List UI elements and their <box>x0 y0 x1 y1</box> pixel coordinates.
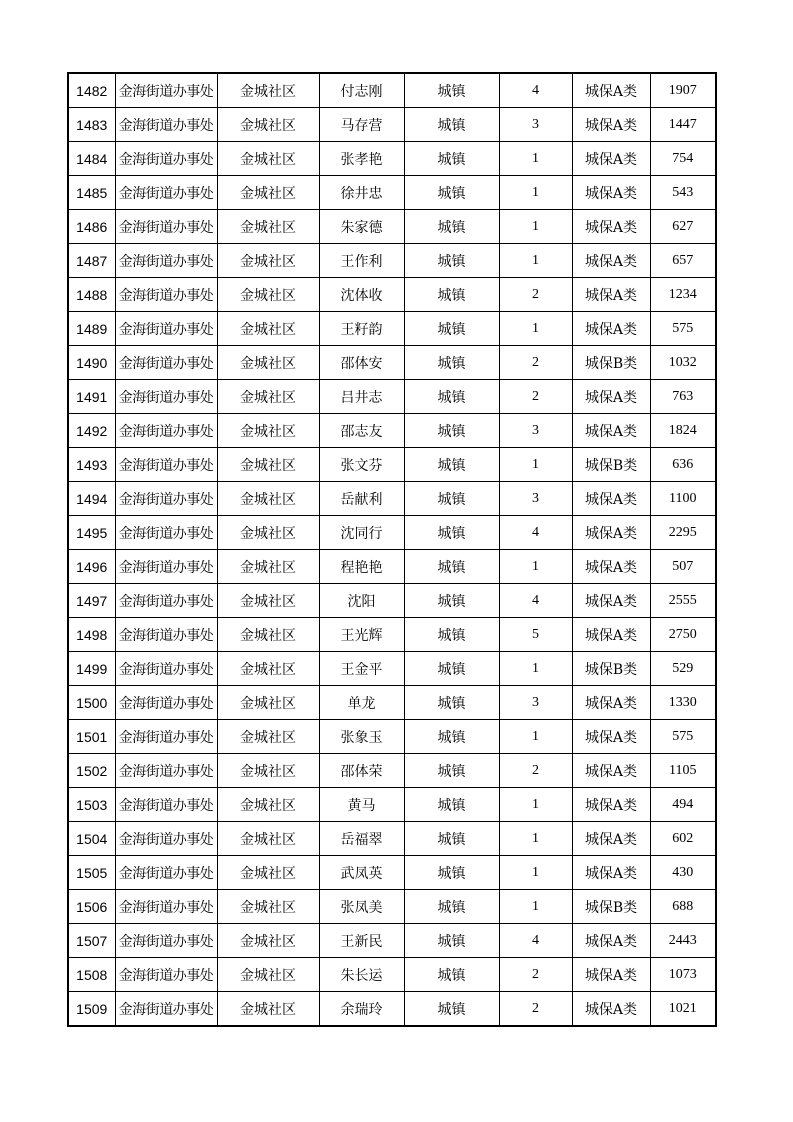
community-cell: 金城社区 <box>217 652 319 686</box>
household-count-cell: 1 <box>499 210 572 244</box>
household-count-cell: 4 <box>499 584 572 618</box>
household-count-cell: 4 <box>499 924 572 958</box>
amount-cell: 1824 <box>650 414 716 448</box>
office-cell: 金海街道办事处 <box>115 550 217 584</box>
row-number: 1496 <box>68 550 115 584</box>
row-number: 1489 <box>68 312 115 346</box>
table-row <box>68 176 716 210</box>
category-cell: 城保B类 <box>572 346 650 380</box>
office-cell: 金海街道办事处 <box>115 686 217 720</box>
office-cell: 金海街道办事处 <box>115 584 217 618</box>
community-cell: 金城社区 <box>217 414 319 448</box>
community-cell: 金城社区 <box>217 550 319 584</box>
row-number: 1488 <box>68 278 115 312</box>
area-type-cell: 城镇 <box>404 686 499 720</box>
area-type-cell: 城镇 <box>404 720 499 754</box>
office-cell: 金海街道办事处 <box>115 448 217 482</box>
table-row <box>68 856 716 890</box>
household-count-cell: 1 <box>499 176 572 210</box>
area-type-cell: 城镇 <box>404 924 499 958</box>
name-cell: 岳献利 <box>319 482 404 516</box>
office-cell: 金海街道办事处 <box>115 380 217 414</box>
amount-cell: 2555 <box>650 584 716 618</box>
name-cell: 王作利 <box>319 244 404 278</box>
amount-cell: 754 <box>650 142 716 176</box>
area-type-cell: 城镇 <box>404 652 499 686</box>
row-number: 1493 <box>68 448 115 482</box>
category-cell: 城保A类 <box>572 856 650 890</box>
table-row <box>68 992 716 1027</box>
household-count-cell: 3 <box>499 414 572 448</box>
name-cell: 徐井忠 <box>319 176 404 210</box>
category-cell: 城保A类 <box>572 414 650 448</box>
household-count-cell: 3 <box>499 108 572 142</box>
name-cell: 沈阳 <box>319 584 404 618</box>
community-cell: 金城社区 <box>217 210 319 244</box>
amount-cell: 529 <box>650 652 716 686</box>
row-number: 1508 <box>68 958 115 992</box>
category-cell: 城保A类 <box>572 244 650 278</box>
category-cell: 城保A类 <box>572 822 650 856</box>
category-cell: 城保A类 <box>572 754 650 788</box>
name-cell: 张象玉 <box>319 720 404 754</box>
community-cell: 金城社区 <box>217 142 319 176</box>
household-count-cell: 2 <box>499 278 572 312</box>
table-row <box>68 414 716 448</box>
amount-cell: 688 <box>650 890 716 924</box>
community-cell: 金城社区 <box>217 890 319 924</box>
office-cell: 金海街道办事处 <box>115 108 217 142</box>
table-row <box>68 278 716 312</box>
table-row <box>68 312 716 346</box>
category-cell: 城保A类 <box>572 992 650 1027</box>
household-count-cell: 2 <box>499 380 572 414</box>
area-type-cell: 城镇 <box>404 414 499 448</box>
community-cell: 金城社区 <box>217 73 319 108</box>
row-number: 1487 <box>68 244 115 278</box>
row-number: 1482 <box>68 73 115 108</box>
row-number: 1506 <box>68 890 115 924</box>
category-cell: 城保A类 <box>572 958 650 992</box>
table-row <box>68 788 716 822</box>
community-cell: 金城社区 <box>217 176 319 210</box>
office-cell: 金海街道办事处 <box>115 992 217 1027</box>
category-cell: 城保A类 <box>572 720 650 754</box>
table-row <box>68 142 716 176</box>
table-row <box>68 720 716 754</box>
household-count-cell: 1 <box>499 448 572 482</box>
row-number: 1495 <box>68 516 115 550</box>
area-type-cell: 城镇 <box>404 278 499 312</box>
amount-cell: 2295 <box>650 516 716 550</box>
row-number: 1491 <box>68 380 115 414</box>
category-cell: 城保A类 <box>572 176 650 210</box>
row-number: 1504 <box>68 822 115 856</box>
table-row <box>68 448 716 482</box>
office-cell: 金海街道办事处 <box>115 244 217 278</box>
office-cell: 金海街道办事处 <box>115 482 217 516</box>
amount-cell: 575 <box>650 312 716 346</box>
area-type-cell: 城镇 <box>404 584 499 618</box>
row-number: 1500 <box>68 686 115 720</box>
area-type-cell: 城镇 <box>404 958 499 992</box>
office-cell: 金海街道办事处 <box>115 142 217 176</box>
row-number: 1485 <box>68 176 115 210</box>
household-count-cell: 3 <box>499 482 572 516</box>
name-cell: 程艳艳 <box>319 550 404 584</box>
community-cell: 金城社区 <box>217 618 319 652</box>
table-row <box>68 652 716 686</box>
roster-table <box>67 72 717 1027</box>
table-row <box>68 73 716 108</box>
row-number: 1499 <box>68 652 115 686</box>
office-cell: 金海街道办事处 <box>115 278 217 312</box>
community-cell: 金城社区 <box>217 686 319 720</box>
name-cell: 岳福翠 <box>319 822 404 856</box>
category-cell: 城保A类 <box>572 482 650 516</box>
name-cell: 单龙 <box>319 686 404 720</box>
amount-cell: 1447 <box>650 108 716 142</box>
amount-cell: 763 <box>650 380 716 414</box>
category-cell: 城保A类 <box>572 584 650 618</box>
office-cell: 金海街道办事处 <box>115 618 217 652</box>
office-cell: 金海街道办事处 <box>115 414 217 448</box>
table-row <box>68 380 716 414</box>
name-cell: 武凤英 <box>319 856 404 890</box>
table-row <box>68 108 716 142</box>
name-cell: 张孝艳 <box>319 142 404 176</box>
table-row <box>68 890 716 924</box>
household-count-cell: 4 <box>499 516 572 550</box>
category-cell: 城保A类 <box>572 924 650 958</box>
row-number: 1502 <box>68 754 115 788</box>
household-count-cell: 1 <box>499 720 572 754</box>
name-cell: 付志刚 <box>319 73 404 108</box>
household-count-cell: 1 <box>499 822 572 856</box>
name-cell: 王金平 <box>319 652 404 686</box>
table-row <box>68 346 716 380</box>
name-cell: 余瑞玲 <box>319 992 404 1027</box>
household-count-cell: 1 <box>499 312 572 346</box>
row-number: 1507 <box>68 924 115 958</box>
name-cell: 邵志友 <box>319 414 404 448</box>
row-number: 1490 <box>68 346 115 380</box>
table-row <box>68 618 716 652</box>
category-cell: 城保A类 <box>572 516 650 550</box>
table-row <box>68 754 716 788</box>
category-cell: 城保B类 <box>572 448 650 482</box>
table-row <box>68 822 716 856</box>
name-cell: 黄马 <box>319 788 404 822</box>
community-cell: 金城社区 <box>217 856 319 890</box>
household-count-cell: 1 <box>499 788 572 822</box>
name-cell: 沈体收 <box>319 278 404 312</box>
household-count-cell: 1 <box>499 142 572 176</box>
name-cell: 马存营 <box>319 108 404 142</box>
office-cell: 金海街道办事处 <box>115 788 217 822</box>
household-count-cell: 2 <box>499 992 572 1027</box>
amount-cell: 657 <box>650 244 716 278</box>
amount-cell: 507 <box>650 550 716 584</box>
office-cell: 金海街道办事处 <box>115 754 217 788</box>
amount-cell: 1907 <box>650 73 716 108</box>
amount-cell: 543 <box>650 176 716 210</box>
area-type-cell: 城镇 <box>404 210 499 244</box>
table-row <box>68 482 716 516</box>
amount-cell: 602 <box>650 822 716 856</box>
area-type-cell: 城镇 <box>404 380 499 414</box>
category-cell: 城保A类 <box>572 618 650 652</box>
amount-cell: 636 <box>650 448 716 482</box>
community-cell: 金城社区 <box>217 924 319 958</box>
office-cell: 金海街道办事处 <box>115 176 217 210</box>
office-cell: 金海街道办事处 <box>115 890 217 924</box>
office-cell: 金海街道办事处 <box>115 346 217 380</box>
name-cell: 沈同行 <box>319 516 404 550</box>
community-cell: 金城社区 <box>217 346 319 380</box>
amount-cell: 1021 <box>650 992 716 1027</box>
office-cell: 金海街道办事处 <box>115 822 217 856</box>
amount-cell: 1073 <box>650 958 716 992</box>
name-cell: 张凤美 <box>319 890 404 924</box>
category-cell: 城保A类 <box>572 380 650 414</box>
table-row <box>68 958 716 992</box>
roster-body <box>68 73 716 1026</box>
amount-cell: 1105 <box>650 754 716 788</box>
amount-cell: 575 <box>650 720 716 754</box>
community-cell: 金城社区 <box>217 720 319 754</box>
name-cell: 王光辉 <box>319 618 404 652</box>
community-cell: 金城社区 <box>217 244 319 278</box>
area-type-cell: 城镇 <box>404 73 499 108</box>
office-cell: 金海街道办事处 <box>115 73 217 108</box>
category-cell: 城保A类 <box>572 278 650 312</box>
row-number: 1509 <box>68 992 115 1027</box>
amount-cell: 1100 <box>650 482 716 516</box>
category-cell: 城保A类 <box>572 686 650 720</box>
household-count-cell: 2 <box>499 346 572 380</box>
table-row <box>68 550 716 584</box>
amount-cell: 2750 <box>650 618 716 652</box>
category-cell: 城保A类 <box>572 788 650 822</box>
amount-cell: 627 <box>650 210 716 244</box>
community-cell: 金城社区 <box>217 822 319 856</box>
amount-cell: 430 <box>650 856 716 890</box>
household-count-cell: 5 <box>499 618 572 652</box>
office-cell: 金海街道办事处 <box>115 924 217 958</box>
household-count-cell: 1 <box>499 550 572 584</box>
category-cell: 城保B类 <box>572 652 650 686</box>
name-cell: 张文芬 <box>319 448 404 482</box>
area-type-cell: 城镇 <box>404 822 499 856</box>
amount-cell: 1032 <box>650 346 716 380</box>
row-number: 1503 <box>68 788 115 822</box>
table-row <box>68 244 716 278</box>
amount-cell: 1234 <box>650 278 716 312</box>
area-type-cell: 城镇 <box>404 244 499 278</box>
office-cell: 金海街道办事处 <box>115 856 217 890</box>
row-number: 1494 <box>68 482 115 516</box>
area-type-cell: 城镇 <box>404 448 499 482</box>
name-cell: 邵体荣 <box>319 754 404 788</box>
area-type-cell: 城镇 <box>404 176 499 210</box>
table-row <box>68 924 716 958</box>
category-cell: 城保A类 <box>572 73 650 108</box>
category-cell: 城保A类 <box>572 108 650 142</box>
area-type-cell: 城镇 <box>404 992 499 1027</box>
community-cell: 金城社区 <box>217 516 319 550</box>
household-count-cell: 1 <box>499 244 572 278</box>
row-number: 1483 <box>68 108 115 142</box>
name-cell: 邵体安 <box>319 346 404 380</box>
community-cell: 金城社区 <box>217 108 319 142</box>
table-row <box>68 686 716 720</box>
row-number: 1498 <box>68 618 115 652</box>
amount-cell: 494 <box>650 788 716 822</box>
community-cell: 金城社区 <box>217 278 319 312</box>
community-cell: 金城社区 <box>217 754 319 788</box>
community-cell: 金城社区 <box>217 482 319 516</box>
name-cell: 王籽韵 <box>319 312 404 346</box>
community-cell: 金城社区 <box>217 448 319 482</box>
row-number: 1501 <box>68 720 115 754</box>
community-cell: 金城社区 <box>217 958 319 992</box>
area-type-cell: 城镇 <box>404 142 499 176</box>
household-count-cell: 3 <box>499 686 572 720</box>
category-cell: 城保A类 <box>572 210 650 244</box>
name-cell: 王新民 <box>319 924 404 958</box>
community-cell: 金城社区 <box>217 584 319 618</box>
row-number: 1505 <box>68 856 115 890</box>
area-type-cell: 城镇 <box>404 108 499 142</box>
table-row <box>68 516 716 550</box>
area-type-cell: 城镇 <box>404 482 499 516</box>
row-number: 1492 <box>68 414 115 448</box>
area-type-cell: 城镇 <box>404 312 499 346</box>
office-cell: 金海街道办事处 <box>115 516 217 550</box>
household-count-cell: 1 <box>499 856 572 890</box>
amount-cell: 1330 <box>650 686 716 720</box>
household-count-cell: 1 <box>499 652 572 686</box>
name-cell: 朱家德 <box>319 210 404 244</box>
community-cell: 金城社区 <box>217 312 319 346</box>
table-row <box>68 210 716 244</box>
office-cell: 金海街道办事处 <box>115 210 217 244</box>
category-cell: 城保A类 <box>572 550 650 584</box>
row-number: 1484 <box>68 142 115 176</box>
amount-cell: 2443 <box>650 924 716 958</box>
row-number: 1486 <box>68 210 115 244</box>
table-row <box>68 584 716 618</box>
category-cell: 城保B类 <box>572 890 650 924</box>
household-count-cell: 4 <box>499 73 572 108</box>
row-number: 1497 <box>68 584 115 618</box>
household-count-cell: 2 <box>499 754 572 788</box>
office-cell: 金海街道办事处 <box>115 720 217 754</box>
area-type-cell: 城镇 <box>404 550 499 584</box>
area-type-cell: 城镇 <box>404 890 499 924</box>
area-type-cell: 城镇 <box>404 516 499 550</box>
office-cell: 金海街道办事处 <box>115 312 217 346</box>
household-count-cell: 1 <box>499 890 572 924</box>
area-type-cell: 城镇 <box>404 346 499 380</box>
office-cell: 金海街道办事处 <box>115 652 217 686</box>
area-type-cell: 城镇 <box>404 754 499 788</box>
community-cell: 金城社区 <box>217 992 319 1027</box>
community-cell: 金城社区 <box>217 380 319 414</box>
category-cell: 城保A类 <box>572 312 650 346</box>
office-cell: 金海街道办事处 <box>115 958 217 992</box>
name-cell: 吕井志 <box>319 380 404 414</box>
area-type-cell: 城镇 <box>404 856 499 890</box>
area-type-cell: 城镇 <box>404 788 499 822</box>
name-cell: 朱长运 <box>319 958 404 992</box>
category-cell: 城保A类 <box>572 142 650 176</box>
area-type-cell: 城镇 <box>404 618 499 652</box>
household-count-cell: 2 <box>499 958 572 992</box>
community-cell: 金城社区 <box>217 788 319 822</box>
